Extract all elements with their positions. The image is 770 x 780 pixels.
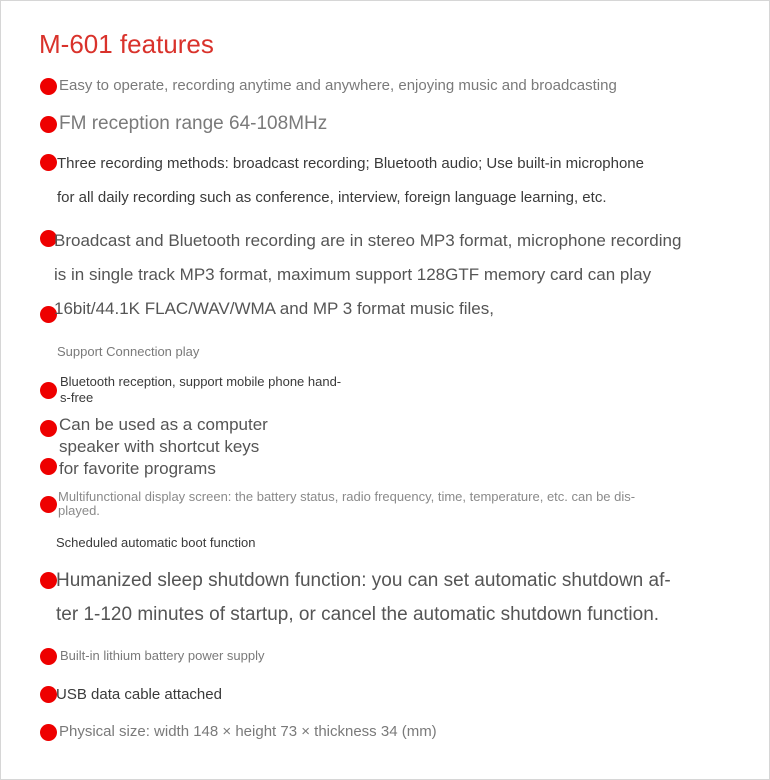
bullet-icon xyxy=(40,116,57,133)
feature-text: FM reception range 64-108MHz xyxy=(59,113,328,134)
feature-text: for favorite programs xyxy=(59,459,216,478)
feature-text: speaker with shortcut keys xyxy=(59,437,260,456)
bullet-icon xyxy=(40,724,57,741)
feature-text: Easy to operate, recording anytime and anywhere, enjoying music and broadcasting xyxy=(59,77,617,94)
feature-text: Built-in lithium battery power supply xyxy=(60,648,265,663)
bullet-icon xyxy=(40,458,57,475)
bullet-icon xyxy=(40,648,57,665)
feature-text: Scheduled automatic boot function xyxy=(56,535,256,550)
feature-text: s-free xyxy=(60,390,94,405)
bullet-icon xyxy=(40,154,57,171)
feature-text: Three recording methods: broadcast recording; Bluetooth audio; Use built-in microphone xyxy=(57,155,644,172)
page-title: M-601 features xyxy=(39,29,214,59)
feature-text: played. xyxy=(58,503,100,518)
bullet-icon xyxy=(40,382,57,399)
feature-text: is in single track MP3 format, maximum support 128GTF memory card can play xyxy=(54,265,652,284)
bullet-icon xyxy=(40,686,57,703)
bullet-icon xyxy=(40,78,57,95)
feature-text: Support Connection play xyxy=(57,344,200,359)
feature-text: ter 1-120 minutes of startup, or cancel the automatic shutdown function. xyxy=(56,604,660,625)
feature-text: for all daily recording such as conference, interview, foreign language learning, etc. xyxy=(57,189,607,206)
bullet-icon xyxy=(40,572,57,589)
feature-text: Humanized sleep shutdown function: you can set automatic shutdown af- xyxy=(56,570,671,591)
feature-text: Broadcast and Bluetooth recording are in stereo MP3 format, microphone recording xyxy=(54,231,682,250)
feature-text: Multifunctional display screen: the battery status, radio frequency, time, temperature, etc. can be dis- xyxy=(58,489,636,504)
bullet-icon xyxy=(40,420,57,437)
feature-text: Bluetooth reception, support mobile phone hand- xyxy=(60,374,342,389)
bullet-icon xyxy=(40,496,57,513)
feature-text: Can be used as a computer xyxy=(59,415,268,434)
feature-text: Physical size: width 148 × height 73 × thickness 34 (mm) xyxy=(59,723,437,740)
feature-text: USB data cable attached xyxy=(56,686,222,703)
feature-text: 16bit/44.1K FLAC/WAV/WMA and MP 3 format music files, xyxy=(54,299,494,318)
